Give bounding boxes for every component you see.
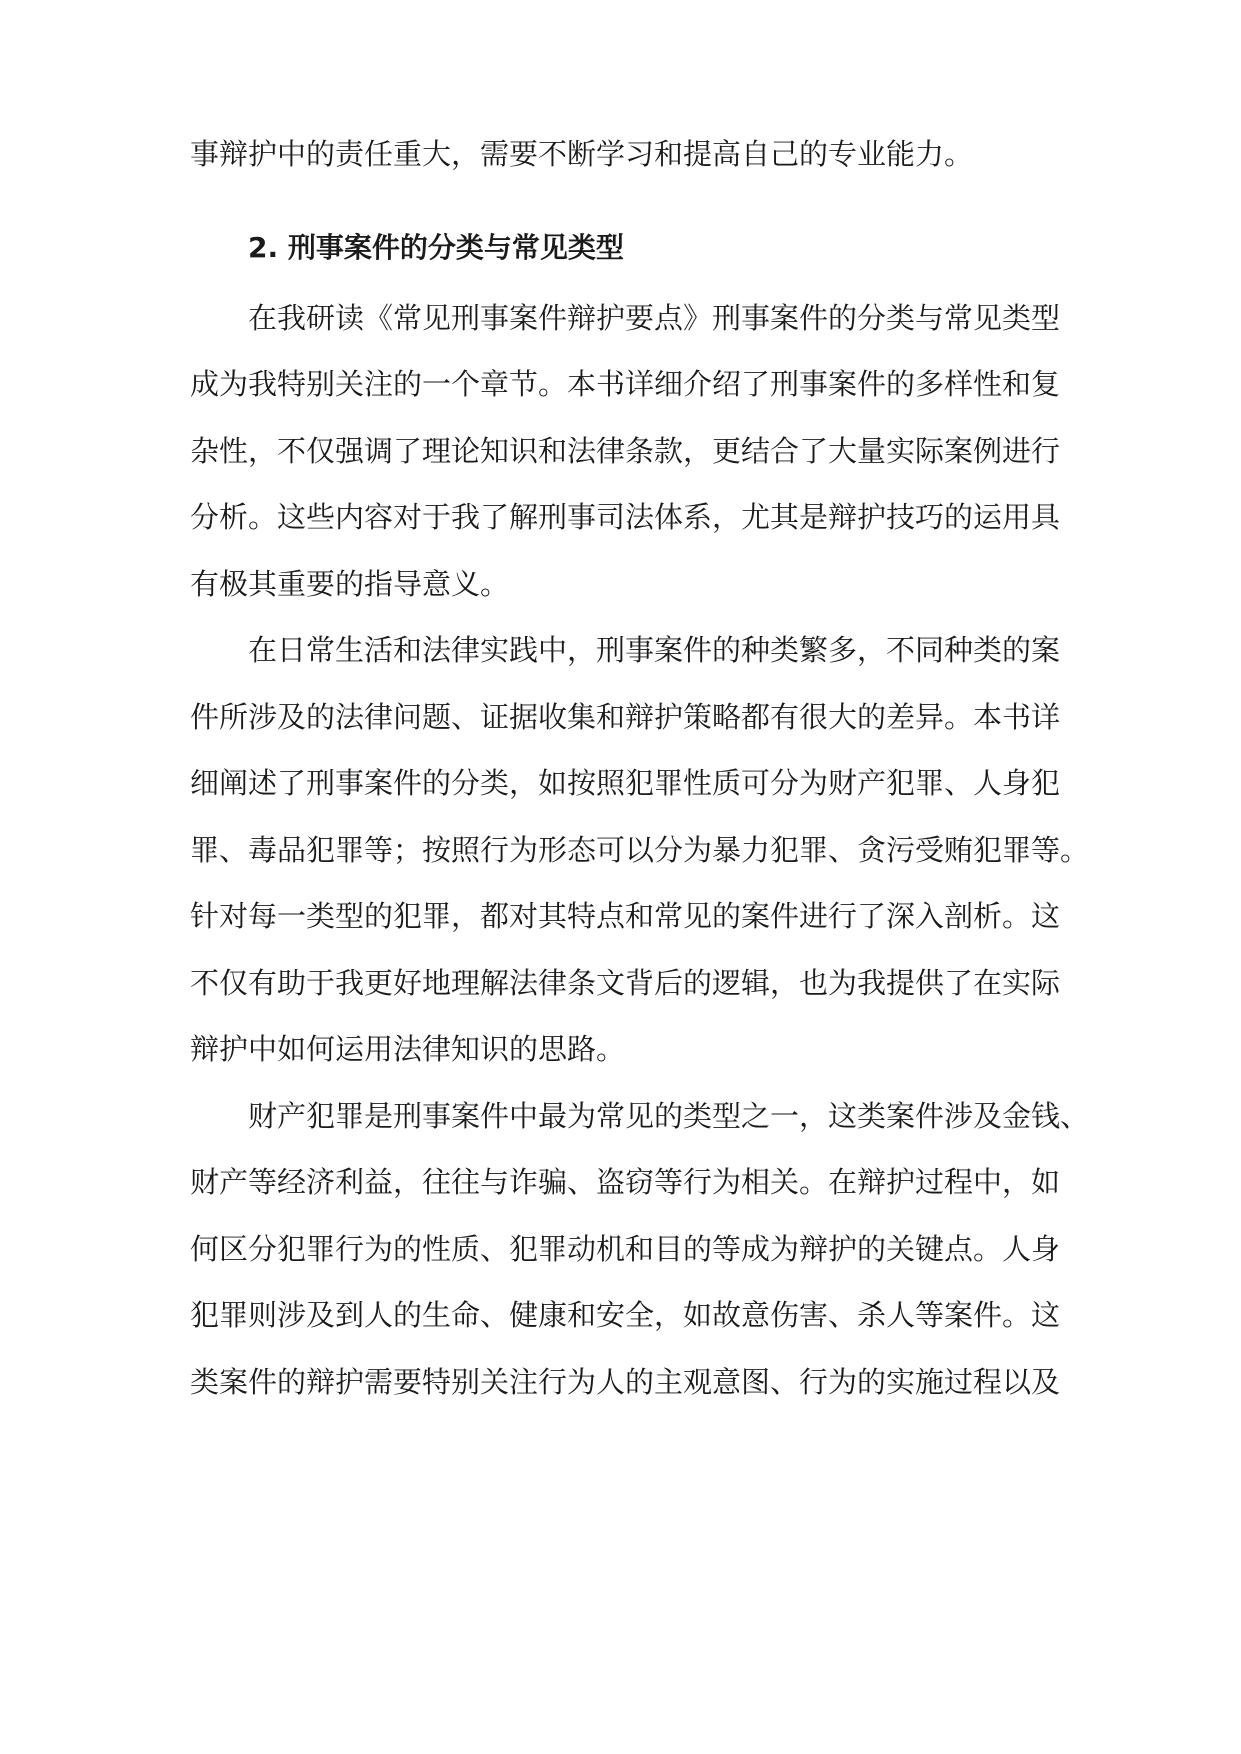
text-line: 财产等经济利益，往往与诈骗、盗窃等行为相关。在辩护过程中，如	[190, 1165, 1061, 1199]
text-line: 何区分犯罪行为的性质、犯罪动机和目的等成为辩护的关键点。人身	[190, 1232, 1061, 1266]
text-line: 有极其重要的指导意义。	[190, 567, 510, 601]
text-line: 细阐述了刑事案件的分类，如按照犯罪性质可分为财产犯罪、人身犯	[190, 766, 1061, 800]
text-line: 杂性，不仅强调了理论知识和法律条款，更结合了大量实际案例进行	[190, 434, 1061, 468]
text-line: 在日常生活和法律实践中，刑事案件的种类繁多，不同种类的案	[248, 633, 1061, 667]
text-line: 财产犯罪是刑事案件中最为常见的类型之一，这类案件涉及金钱、	[248, 1099, 1090, 1133]
text-line: 件所涉及的法律问题、证据收集和辩护策略都有很大的差异。本书详	[190, 700, 1061, 734]
text-line: 在我研读《常见刑事案件辩护要点》刑事案件的分类与常见类型	[248, 301, 1061, 335]
text-line: 辩护中如何运用法律知识的思路。	[190, 1032, 626, 1066]
text-line: 类案件的辩护需要特别关注行为人的主观意图、行为的实施过程以及	[190, 1365, 1061, 1399]
section-heading: 2. 刑事案件的分类与常见类型	[248, 231, 624, 264]
text-line: 罪、毒品犯罪等；按照行为形态可以分为暴力犯罪、贪污受贿犯罪等。	[190, 833, 1090, 867]
text-line: 针对每一类型的犯罪，都对其特点和常见的案件进行了深入剖析。这	[190, 899, 1061, 933]
text-line: 成为我特别关注的一个章节。本书详细介绍了刑事案件的多样性和复	[190, 367, 1061, 401]
text-line: 不仅有助于我更好地理解法律条文背后的逻辑，也为我提供了在实际	[190, 966, 1061, 1000]
text-line: 犯罪则涉及到人的生命、健康和安全，如故意伤害、杀人等案件。这	[190, 1298, 1061, 1332]
text-line: 分析。这些内容对于我了解刑事司法体系，尤其是辩护技巧的运用具	[190, 500, 1061, 534]
text-line: 事辩护中的责任重大，需要不断学习和提高自己的专业能力。	[190, 137, 974, 171]
